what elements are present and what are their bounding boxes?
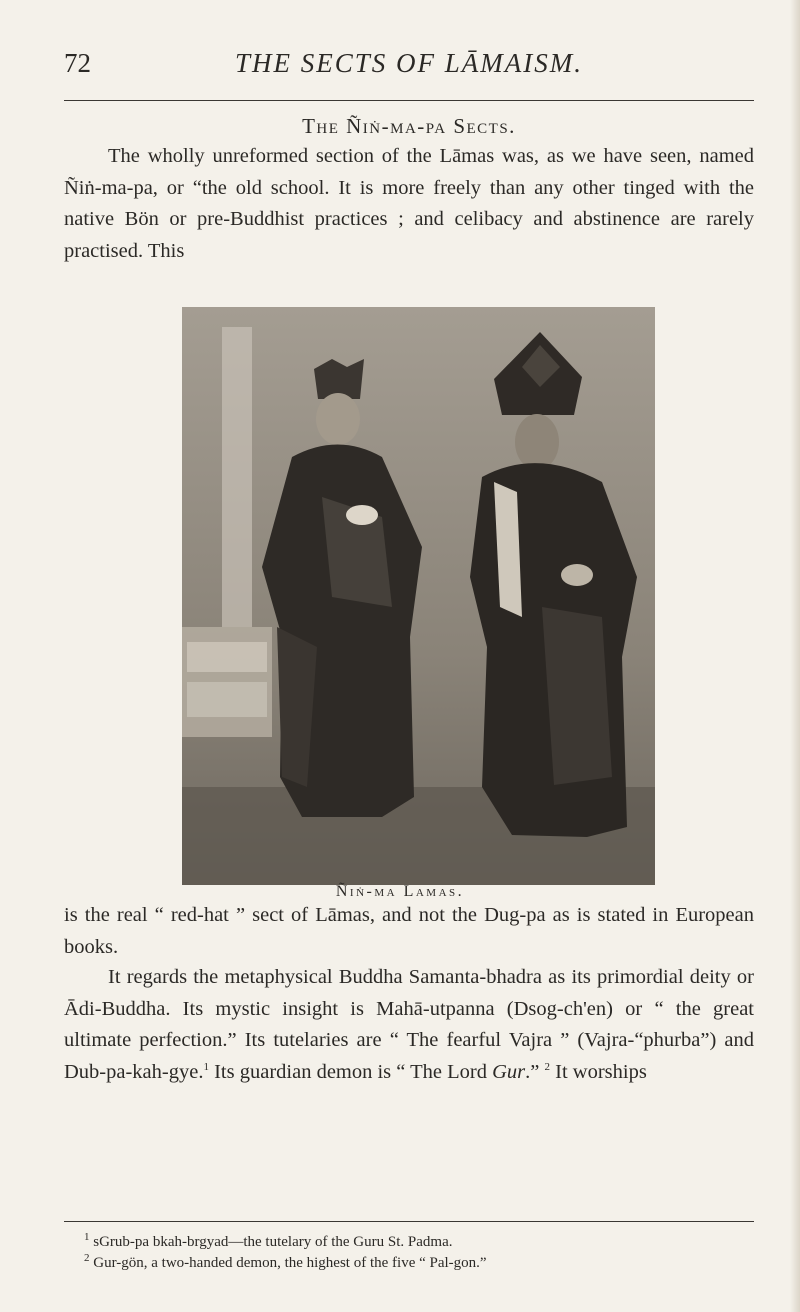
- paragraph-3: [64, 962, 754, 1088]
- figure-caption: Ñiṅ-ma Lamas.: [335, 883, 465, 900]
- footnote-ref-1: 1: [203, 1060, 209, 1073]
- page-number: 72: [64, 48, 91, 78]
- footnote-2: [64, 1253, 754, 1274]
- paragraph-1: The wholly unreformed section of the Lāmas was, as we have seen, named Ñiṅ-ma-pa, or “the old school. It is more freely than any other tinged with the native Bön or pre-Buddhist practices ; and celibacy and abstinence are rarely practised. This: [64, 145, 754, 262]
- paragraph-3-text-b: Its guardian demon is “ The Lord: [208, 1060, 493, 1083]
- footnote-1: [64, 1232, 754, 1253]
- footnote-1-mark: 1: [84, 1231, 90, 1243]
- header-rule: [64, 100, 754, 101]
- footnote-1-text: sGrub-pa bkah-brgyad—the tutelary of the Guru St. Padma.: [89, 1234, 453, 1250]
- paragraph-3-text-c: .”: [525, 1060, 545, 1083]
- page-header: [64, 48, 754, 84]
- page-edge-shadow: [790, 0, 800, 1312]
- section-heading: The Ñiṅ-ma-pa Sects.: [302, 114, 516, 138]
- footnote-rule: [64, 1221, 754, 1222]
- footnote-2-text: Gur-gön, a two-handed demon, the highest of the five “ Pal-gon.”: [89, 1255, 487, 1271]
- footnote-ref-2: 2: [544, 1060, 551, 1073]
- paragraph-3-italic: Gur: [492, 1060, 526, 1083]
- footnote-2-mark: 2: [84, 1252, 90, 1264]
- paragraph-2: is the real “ red-hat ” sect of Lāmas, and not the Dug-pa as is stated in European books.: [64, 904, 754, 958]
- paragraph-3-text-a: It regards the metaphysical Buddha Samanta-bhadra as its primordial deity or Ādi-Buddha. Its mystic insight is Mahā-utpanna (Dsog-ch'en) or “ the great ultimate perfection.” Its tutelaries are “ The fearful Vajra ” (Vajra-“phurba”) and Dub-pa-kah-gye.: [64, 966, 754, 1083]
- running-head: THE SECTS OF LĀMAISM.: [235, 48, 583, 78]
- photograph-two-lamas: [182, 307, 655, 885]
- paragraph-3-text-d: It worships: [550, 1060, 647, 1083]
